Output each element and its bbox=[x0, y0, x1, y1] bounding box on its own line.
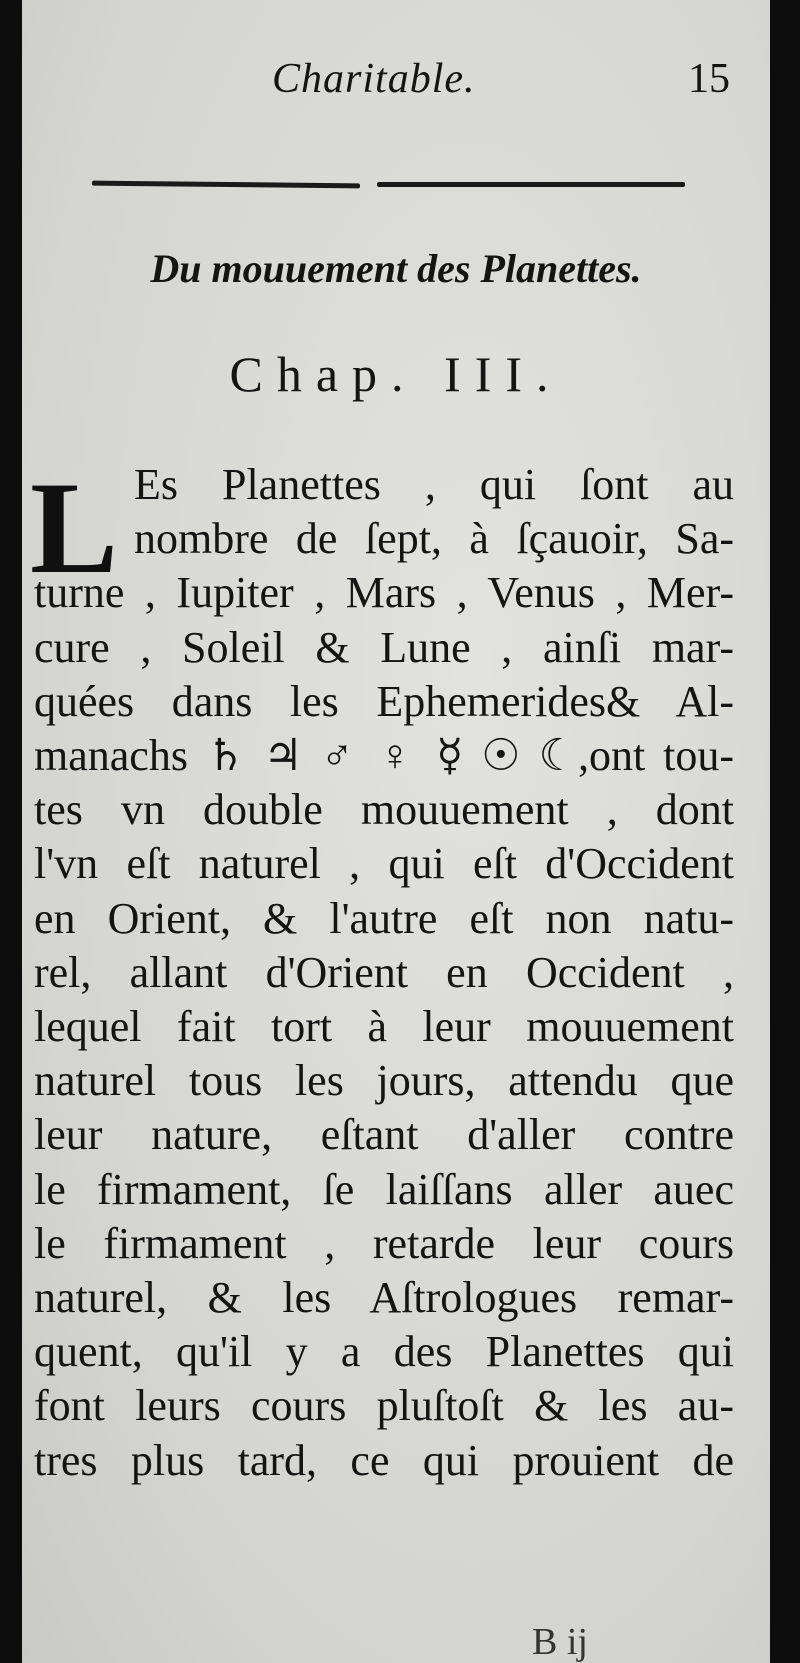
text-line: turne , Iupiter , Mars , Venus , Mer- bbox=[34, 568, 734, 618]
text-line: quées dans les Ephemerides& Al- bbox=[34, 676, 734, 726]
running-title: Charitable. bbox=[272, 56, 476, 102]
scan-left-border bbox=[0, 0, 22, 1663]
text-line: l'vn eſt naturel , qui eſt d'Occident bbox=[34, 839, 734, 889]
text-line: rel, allant d'Orient en Occident , bbox=[34, 947, 734, 997]
text-line: leur nature, eſtant d'aller contre bbox=[34, 1110, 734, 1160]
page-number: 15 bbox=[688, 56, 730, 102]
text-line: tes vn double mouuement , dont bbox=[34, 785, 734, 835]
text-line: Es Planettes , qui ſont au bbox=[134, 460, 734, 509]
text-line: naturel, & les Aſtrologues remar- bbox=[34, 1273, 734, 1323]
text-line: cure , Soleil & Lune , ainſi mar- bbox=[34, 622, 734, 672]
text-line: tres plus tard, ce qui prouient de bbox=[34, 1435, 734, 1485]
section-title: Du mouuement des Planettes. bbox=[150, 246, 642, 291]
text-line: manachs ♄ ♃ ♂ ♀ ☿ ☉ ☾,ont tou- bbox=[34, 731, 734, 781]
chapter-label: Chap. bbox=[229, 346, 418, 402]
text-line: le firmament , retarde leur cours bbox=[34, 1218, 734, 1268]
text-line: quent, qu'il y a des Planettes qui bbox=[34, 1327, 734, 1377]
drop-cap: L bbox=[30, 454, 119, 601]
text-line: lequel fait tort à leur mouuement bbox=[34, 1002, 734, 1052]
chapter-heading bbox=[22, 345, 770, 403]
header-rule-right bbox=[377, 182, 685, 187]
text-line: font leurs cours pluſtoſt & les au- bbox=[34, 1381, 734, 1431]
text-line: en Orient, & l'autre eſt non natu- bbox=[34, 893, 734, 943]
body-text bbox=[34, 458, 734, 1488]
catchword: B ij bbox=[532, 1621, 588, 1663]
text-line: nombre de ſept, à ſçauoir, Sa- bbox=[134, 514, 734, 564]
header-rule-left bbox=[92, 181, 360, 189]
chapter-number: III. bbox=[444, 346, 563, 402]
text-line: naturel tous les jours, attendu que bbox=[34, 1056, 734, 1106]
running-head bbox=[22, 55, 770, 115]
text-line: le firmament, ſe laiſſans aller auec bbox=[34, 1164, 734, 1214]
book-page bbox=[22, 0, 770, 1663]
